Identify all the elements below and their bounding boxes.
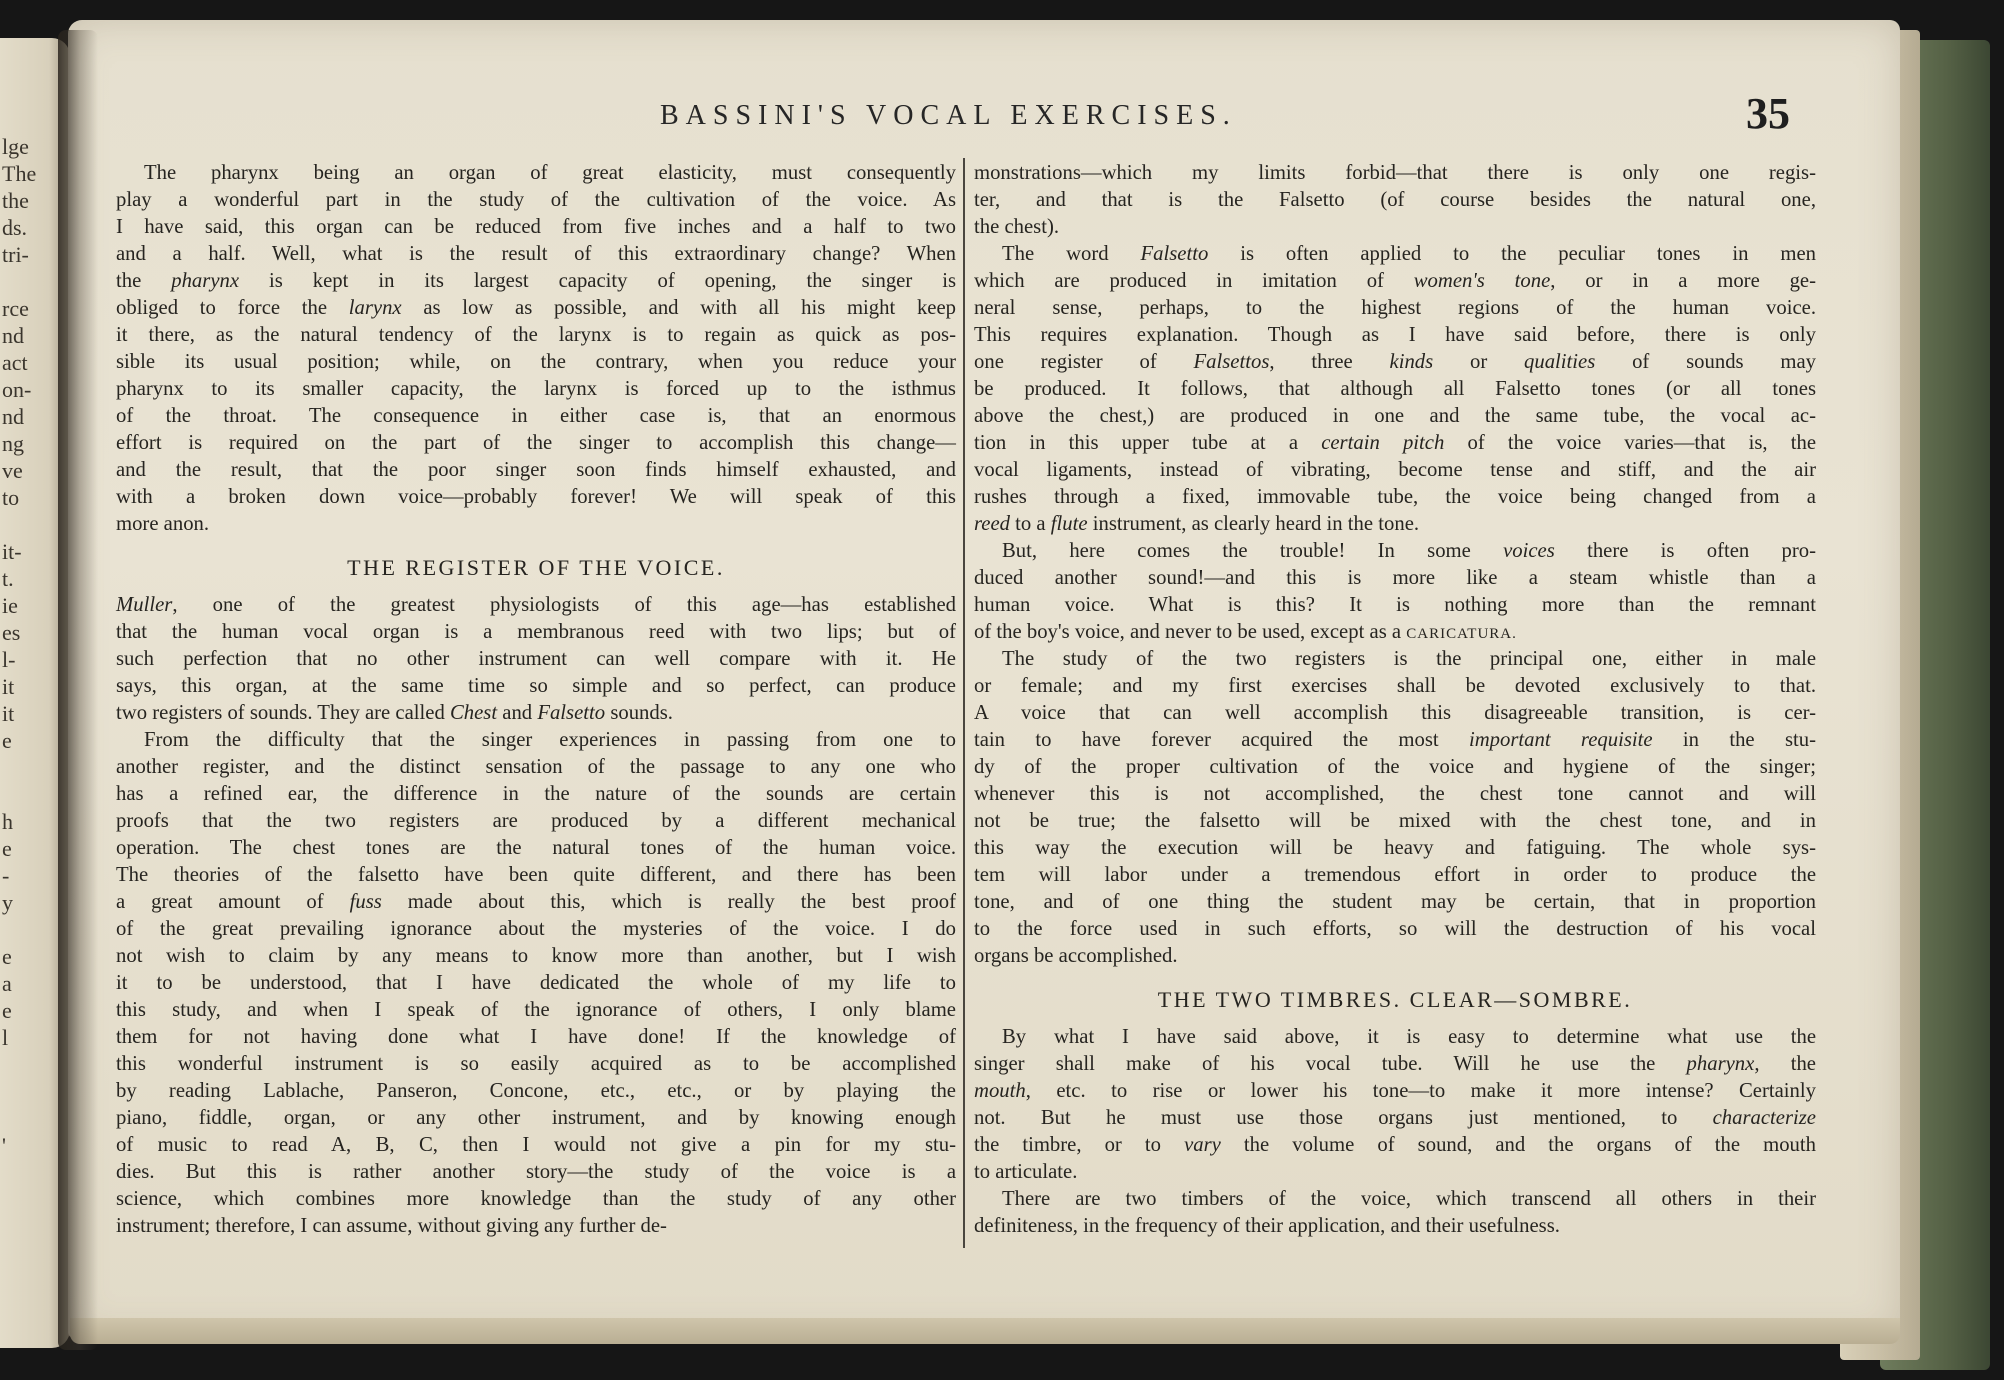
text-line: and a half. Well, what is the result of this extraordinary change? When	[116, 243, 956, 265]
facing-page-text: nd	[2, 404, 24, 429]
text-line: not wish to claim by any means to know more than another, but I wish	[116, 945, 956, 967]
facing-page-text: e	[2, 836, 12, 861]
text-line: says, this organ, at the same time so simple and so perfect, can produce	[116, 675, 956, 697]
text-line: pharynx to its smaller capacity, the larynx is forced up to the isthmus	[116, 378, 956, 400]
facing-page-text: e	[2, 728, 12, 753]
paragraph	[974, 1024, 1816, 1186]
text-line: that the human vocal organ is a membranous reed with two lips; but of	[116, 621, 956, 643]
facing-page-text: it-	[2, 539, 22, 564]
text-line: such perfection that no other instrument can well compare with it. He	[116, 648, 956, 670]
text-line: By what I have said above, it is easy to determine what use the	[1002, 1026, 1816, 1048]
text-line: this study, and when I speak of the ignorance of others, I only blame	[116, 999, 956, 1021]
text-line: sible its usual position; while, on the contrary, when you reduce your	[116, 351, 956, 373]
facing-page-text: it	[2, 701, 15, 726]
left-column	[116, 160, 956, 1240]
running-head: BASSINI'S VOCAL EXERCISES.	[660, 100, 1237, 131]
text-line: definiteness, in the frequency of their application, and their usefulness.	[974, 1215, 1560, 1237]
text-line: the pharynx is kept in its largest capacity of opening, the singer is	[116, 270, 956, 292]
text-line: organs be accomplished.	[974, 945, 1178, 967]
text-line: neral sense, perhaps, to the highest regions of the human voice.	[974, 297, 1816, 319]
text-line: rushes through a fixed, immovable tube, the voice being changed from a	[974, 486, 1816, 508]
italic-text: reed	[974, 513, 1010, 535]
text-line: duced another sound!—and this is more like a steam whistle than a	[974, 567, 1816, 589]
facing-page-text: act	[2, 350, 28, 375]
text-line: by reading Lablache, Panseron, Concone, etc., etc., or by playing the	[116, 1080, 956, 1102]
text-line: proofs that the two registers are produced by a different mechanical	[116, 810, 956, 832]
text-line: The word Falsetto is often applied to the peculiar tones in men	[1002, 243, 1816, 265]
italic-text: kinds	[1389, 351, 1434, 373]
text-line: I have said, this organ can be reduced from five inches and a half to two	[116, 216, 956, 238]
paragraph	[974, 160, 1816, 241]
text-line: ter, and that is the Falsetto (of course besides the natural one,	[974, 189, 1816, 211]
italic-text: certain pitch	[1321, 432, 1445, 454]
paragraph	[116, 160, 956, 538]
gutter-shadow	[58, 30, 98, 1350]
section-heading: THE REGISTER OF THE VOICE.	[347, 555, 725, 580]
text-line: dies. But this is rather another story—the study of the voice is a	[116, 1161, 956, 1183]
text-line: of the great prevailing ignorance about the mysteries of the voice. I do	[116, 918, 956, 940]
italic-text: pharynx	[1686, 1053, 1755, 1075]
italic-text: vary	[1184, 1134, 1221, 1156]
facing-page-text: '	[2, 1133, 6, 1158]
paragraph	[974, 241, 1816, 538]
italic-text: voices	[1503, 540, 1555, 562]
text-line: the chest).	[974, 216, 1060, 238]
section-heading: THE TWO TIMBRES. CLEAR—SOMBRE.	[1157, 987, 1633, 1012]
text-line: it to be understood, that I have dedicated the whole of my life to	[116, 972, 956, 994]
italic-text: qualities	[1524, 351, 1596, 373]
italic-text: women's tone	[1413, 270, 1551, 292]
right-column	[974, 160, 1816, 1240]
facing-page-text: l-	[2, 647, 16, 672]
facing-page-text: e	[2, 998, 12, 1023]
text-line: them for not having done what I have done! If the knowledge of	[116, 1026, 956, 1048]
paragraph	[116, 727, 956, 1240]
text-line: human voice. What is this? It is nothing more than the remnant	[974, 594, 1816, 616]
text-line: piano, fiddle, organ, or any other instrument, and by knowing enough	[116, 1107, 956, 1129]
text-line: obliged to force the larynx as low as possible, and with all his might keep	[116, 297, 956, 319]
page-number: 35	[1746, 89, 1790, 138]
text-line: This requires explanation. Though as I have said before, there is only	[974, 324, 1816, 346]
paragraph	[974, 538, 1816, 646]
facing-page-text: ve	[2, 458, 23, 483]
facing-page-text: on-	[2, 377, 32, 402]
paragraph	[116, 592, 956, 727]
paragraph	[974, 646, 1816, 970]
facing-page-text: nd	[2, 323, 24, 348]
facing-page-text: t.	[2, 566, 14, 591]
text-line: Muller, one of the greatest physiologists of this age—has established	[116, 594, 956, 616]
facing-page-text: it	[2, 674, 15, 699]
italic-text: important requisite	[1468, 729, 1653, 751]
text-line: not be true; the falsetto will be mixed with the chest tone, and in	[974, 810, 1816, 832]
text-line: singer shall make of his vocal tube. Will he use the pharynx, the	[974, 1053, 1816, 1075]
text-line: of the boy's voice, and never to be used, except as a CARICATURA.	[974, 621, 1517, 643]
italic-text: fuss	[349, 891, 382, 913]
text-line: From the difficulty that the singer experiences in passing from one to	[144, 729, 956, 751]
text-line: There are two timbers of the voice, which transcend all others in their	[1002, 1188, 1816, 1210]
italic-text: larynx	[348, 297, 402, 319]
facing-page-text: the	[2, 188, 29, 213]
text-line: A voice that can well accomplish this disagreeable transition, is cer-	[974, 702, 1816, 724]
text-line: or female; and my first exercises shall be devoted exclusively to that.	[974, 675, 1816, 697]
text-line: operation. The chest tones are the natural tones of the human voice.	[116, 837, 956, 859]
facing-page-text: lge	[2, 134, 29, 159]
italic-text: mouth	[974, 1080, 1026, 1102]
facing-page-text: ds.	[2, 215, 28, 240]
text-line: play a wonderful part in the study of the cultivation of the voice. As	[116, 189, 956, 211]
italic-text: pharynx	[171, 270, 240, 292]
text-line: two registers of sounds. They are called Chest and Falsetto sounds.	[116, 702, 673, 724]
facing-page-text: The	[2, 161, 37, 186]
italic-text: flute	[1050, 513, 1088, 535]
text-line: another register, and the distinct sensation of the passage to any one who	[116, 756, 956, 778]
italic-text: Chest	[449, 702, 498, 724]
facing-page-text: ng	[2, 431, 24, 456]
text-line: with a broken down voice—probably forever! We will speak of this	[116, 486, 956, 508]
text-line: of music to read A, B, C, then I would not give a pin for my stu-	[116, 1134, 956, 1156]
text-line: instrument; therefore, I can assume, without giving any further de-	[116, 1215, 667, 1237]
text-line: above the chest,) are produced in one and the same tube, the vocal ac-	[974, 405, 1816, 427]
text-line: of the throat. The consequence in either case is, that an enormous	[116, 405, 956, 427]
text-line: this wonderful instrument is so easily acquired as to be accomplished	[116, 1053, 956, 1075]
facing-page-text: a	[2, 971, 12, 996]
text-line: reed to a flute instrument, as clearly heard in the tone.	[974, 513, 1420, 535]
text-line: effort is required on the part of the singer to accomplish this change—	[116, 432, 956, 454]
text-line: mouth, etc. to rise or lower his tone—to make it more intense? Certainly	[974, 1080, 1816, 1102]
facing-page-text: l	[2, 1025, 9, 1050]
text-line: dy of the proper cultivation of the voice and hygiene of the singer;	[974, 756, 1816, 778]
text-line: science, which combines more knowledge than the study of any other	[116, 1188, 956, 1210]
italic-text: Falsetto	[537, 702, 606, 724]
text-line: which are produced in imitation of women's tone, or in a more ge-	[974, 270, 1816, 292]
text-line: one register of Falsettos, three kinds or qualities of sounds may	[974, 351, 1816, 373]
text-line: But, here comes the trouble! In some voices there is often pro-	[1002, 540, 1817, 562]
text-line: more anon.	[116, 513, 210, 535]
text-line: The pharynx being an organ of great elasticity, must consequently	[144, 162, 956, 184]
italic-text: Falsettos	[1193, 351, 1270, 373]
facing-page-text: ie	[2, 593, 18, 618]
text-line: the timbre, or to vary the volume of sound, and the organs of the mouth	[974, 1134, 1816, 1156]
text-line: The study of the two registers is the principal one, either in male	[1002, 648, 1816, 670]
text-line: this way the execution will be heavy and fatiguing. The whole sys-	[974, 837, 1816, 859]
text-line: and the result, that the poor singer soon finds himself exhausted, and	[116, 459, 956, 481]
text-line: be produced. It follows, that although all Falsetto tones (or all tones	[974, 378, 1816, 400]
page-bottom-edge	[70, 1318, 1900, 1344]
text-line: to the force used in such efforts, so will the destruction of his vocal	[974, 918, 1816, 940]
text-line: tem will labor under a tremendous effort in order to produce the	[974, 864, 1816, 886]
facing-page-text: h	[2, 809, 13, 834]
facing-page-text: -	[2, 863, 10, 888]
text-line: has a refined ear, the difference in the nature of the sounds are certain	[116, 783, 956, 805]
paragraph	[974, 1186, 1816, 1240]
facing-page-text: to	[2, 485, 20, 510]
italic-text: characterize	[1712, 1107, 1816, 1129]
facing-page-text: y	[2, 890, 13, 915]
text-line: monstrations—which my limits forbid—that there is only one regis-	[974, 162, 1816, 184]
text-line: The theories of the falsetto have been quite different, and there has been	[116, 864, 956, 886]
facing-page-text: e	[2, 944, 12, 969]
facing-page-text: es	[2, 620, 21, 645]
text-line: a great amount of fuss made about this, which is really the best proof	[116, 891, 957, 913]
facing-page-text: rce	[2, 296, 29, 321]
italic-text: Falsetto	[1140, 243, 1209, 265]
text-line: to articulate.	[974, 1161, 1078, 1183]
small-caps-text: CARICATURA.	[1406, 626, 1517, 642]
text-line: vocal ligaments, instead of vibrating, become tense and stiff, and the air	[974, 459, 1816, 481]
column-rule	[963, 158, 965, 1248]
italic-text: Muller	[116, 594, 173, 616]
text-line: not. But he must use those organs just mentioned, to characterize	[974, 1107, 1816, 1129]
text-line: tain to have forever acquired the most important requisite in the stu-	[974, 729, 1816, 751]
text-line: whenever this is not accomplished, the chest tone cannot and will	[974, 783, 1816, 805]
text-line: tone, and of one thing the student may be certain, that in proportion	[974, 891, 1816, 913]
facing-page-text: tri-	[2, 242, 29, 267]
text-line: tion in this upper tube at a certain pitch of the voice varies—that is, the	[974, 432, 1816, 454]
text-line: it there, as the natural tendency of the larynx is to regain as quick as pos-	[116, 324, 956, 346]
